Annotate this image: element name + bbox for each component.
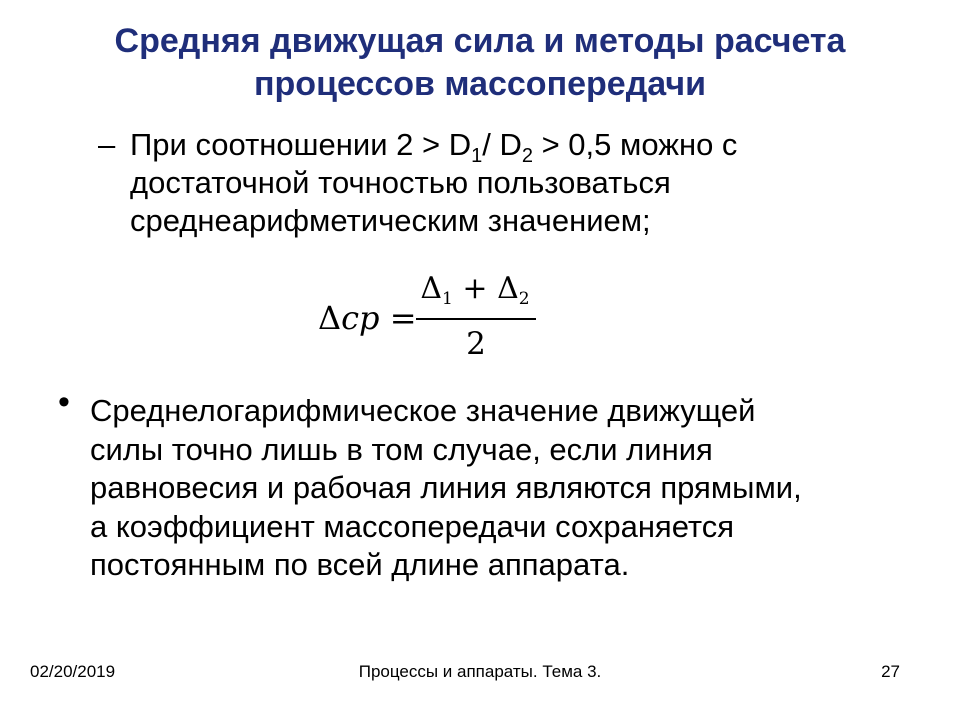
lhs-variable: cp xyxy=(341,299,380,337)
ratio-suffix: > 0,5 можно с xyxy=(532,127,738,162)
formula-denominator: 2 xyxy=(466,326,486,362)
ratio-prefix: При соотношении 2 > D xyxy=(130,127,472,162)
lhs-delta: Δ xyxy=(318,299,342,337)
formula-numerator xyxy=(416,270,534,308)
num-delta-1: Δ xyxy=(420,271,443,306)
num-subscript-1: 1 xyxy=(442,289,453,309)
ratio-line-3: среднеарифметическим значением; xyxy=(130,203,651,238)
title-line-1: Средняя движущая сила и методы расчета xyxy=(114,22,846,60)
slide-title xyxy=(40,20,920,106)
footer-title: Процессы и аппараты. Тема 3. xyxy=(358,662,602,681)
dash-bullet-icon: – xyxy=(98,127,116,162)
formula-lhs xyxy=(318,298,417,338)
fraction-bar xyxy=(416,318,536,320)
equals-sign: = xyxy=(389,299,417,337)
log-mean-line: постоянным по всей длине аппарата. xyxy=(90,547,630,582)
ratio-mid: / D xyxy=(482,127,522,162)
log-mean-line: Среднелогарифмическое значение движущей xyxy=(90,393,756,428)
arithmetic-mean-formula xyxy=(318,270,548,370)
ratio-line-1 xyxy=(130,126,890,167)
plus-sign: + xyxy=(462,271,488,306)
log-mean-line: равновесия и рабочая линия являются прямыми, xyxy=(90,470,802,505)
num-delta-2: Δ xyxy=(497,271,519,306)
d2-subscript: 2 xyxy=(521,145,533,167)
page-number: 27 xyxy=(881,662,900,681)
log-mean-paragraph xyxy=(90,392,920,585)
round-bullet-icon: • xyxy=(58,383,70,421)
ratio-line-2: достаточной точностью пользоваться xyxy=(130,165,671,200)
log-mean-line: силы точно лишь в том случае, если линия xyxy=(90,431,713,467)
title-line-2: процессов массопередачи xyxy=(254,65,706,103)
footer-date: 02/20/2019 xyxy=(30,662,116,681)
num-subscript-2: 2 xyxy=(518,289,530,309)
ratio-condition-text xyxy=(130,126,890,240)
d1-subscript: 1 xyxy=(471,145,483,167)
log-mean-line: а коэффициент массопередачи сохраняется xyxy=(90,508,735,544)
